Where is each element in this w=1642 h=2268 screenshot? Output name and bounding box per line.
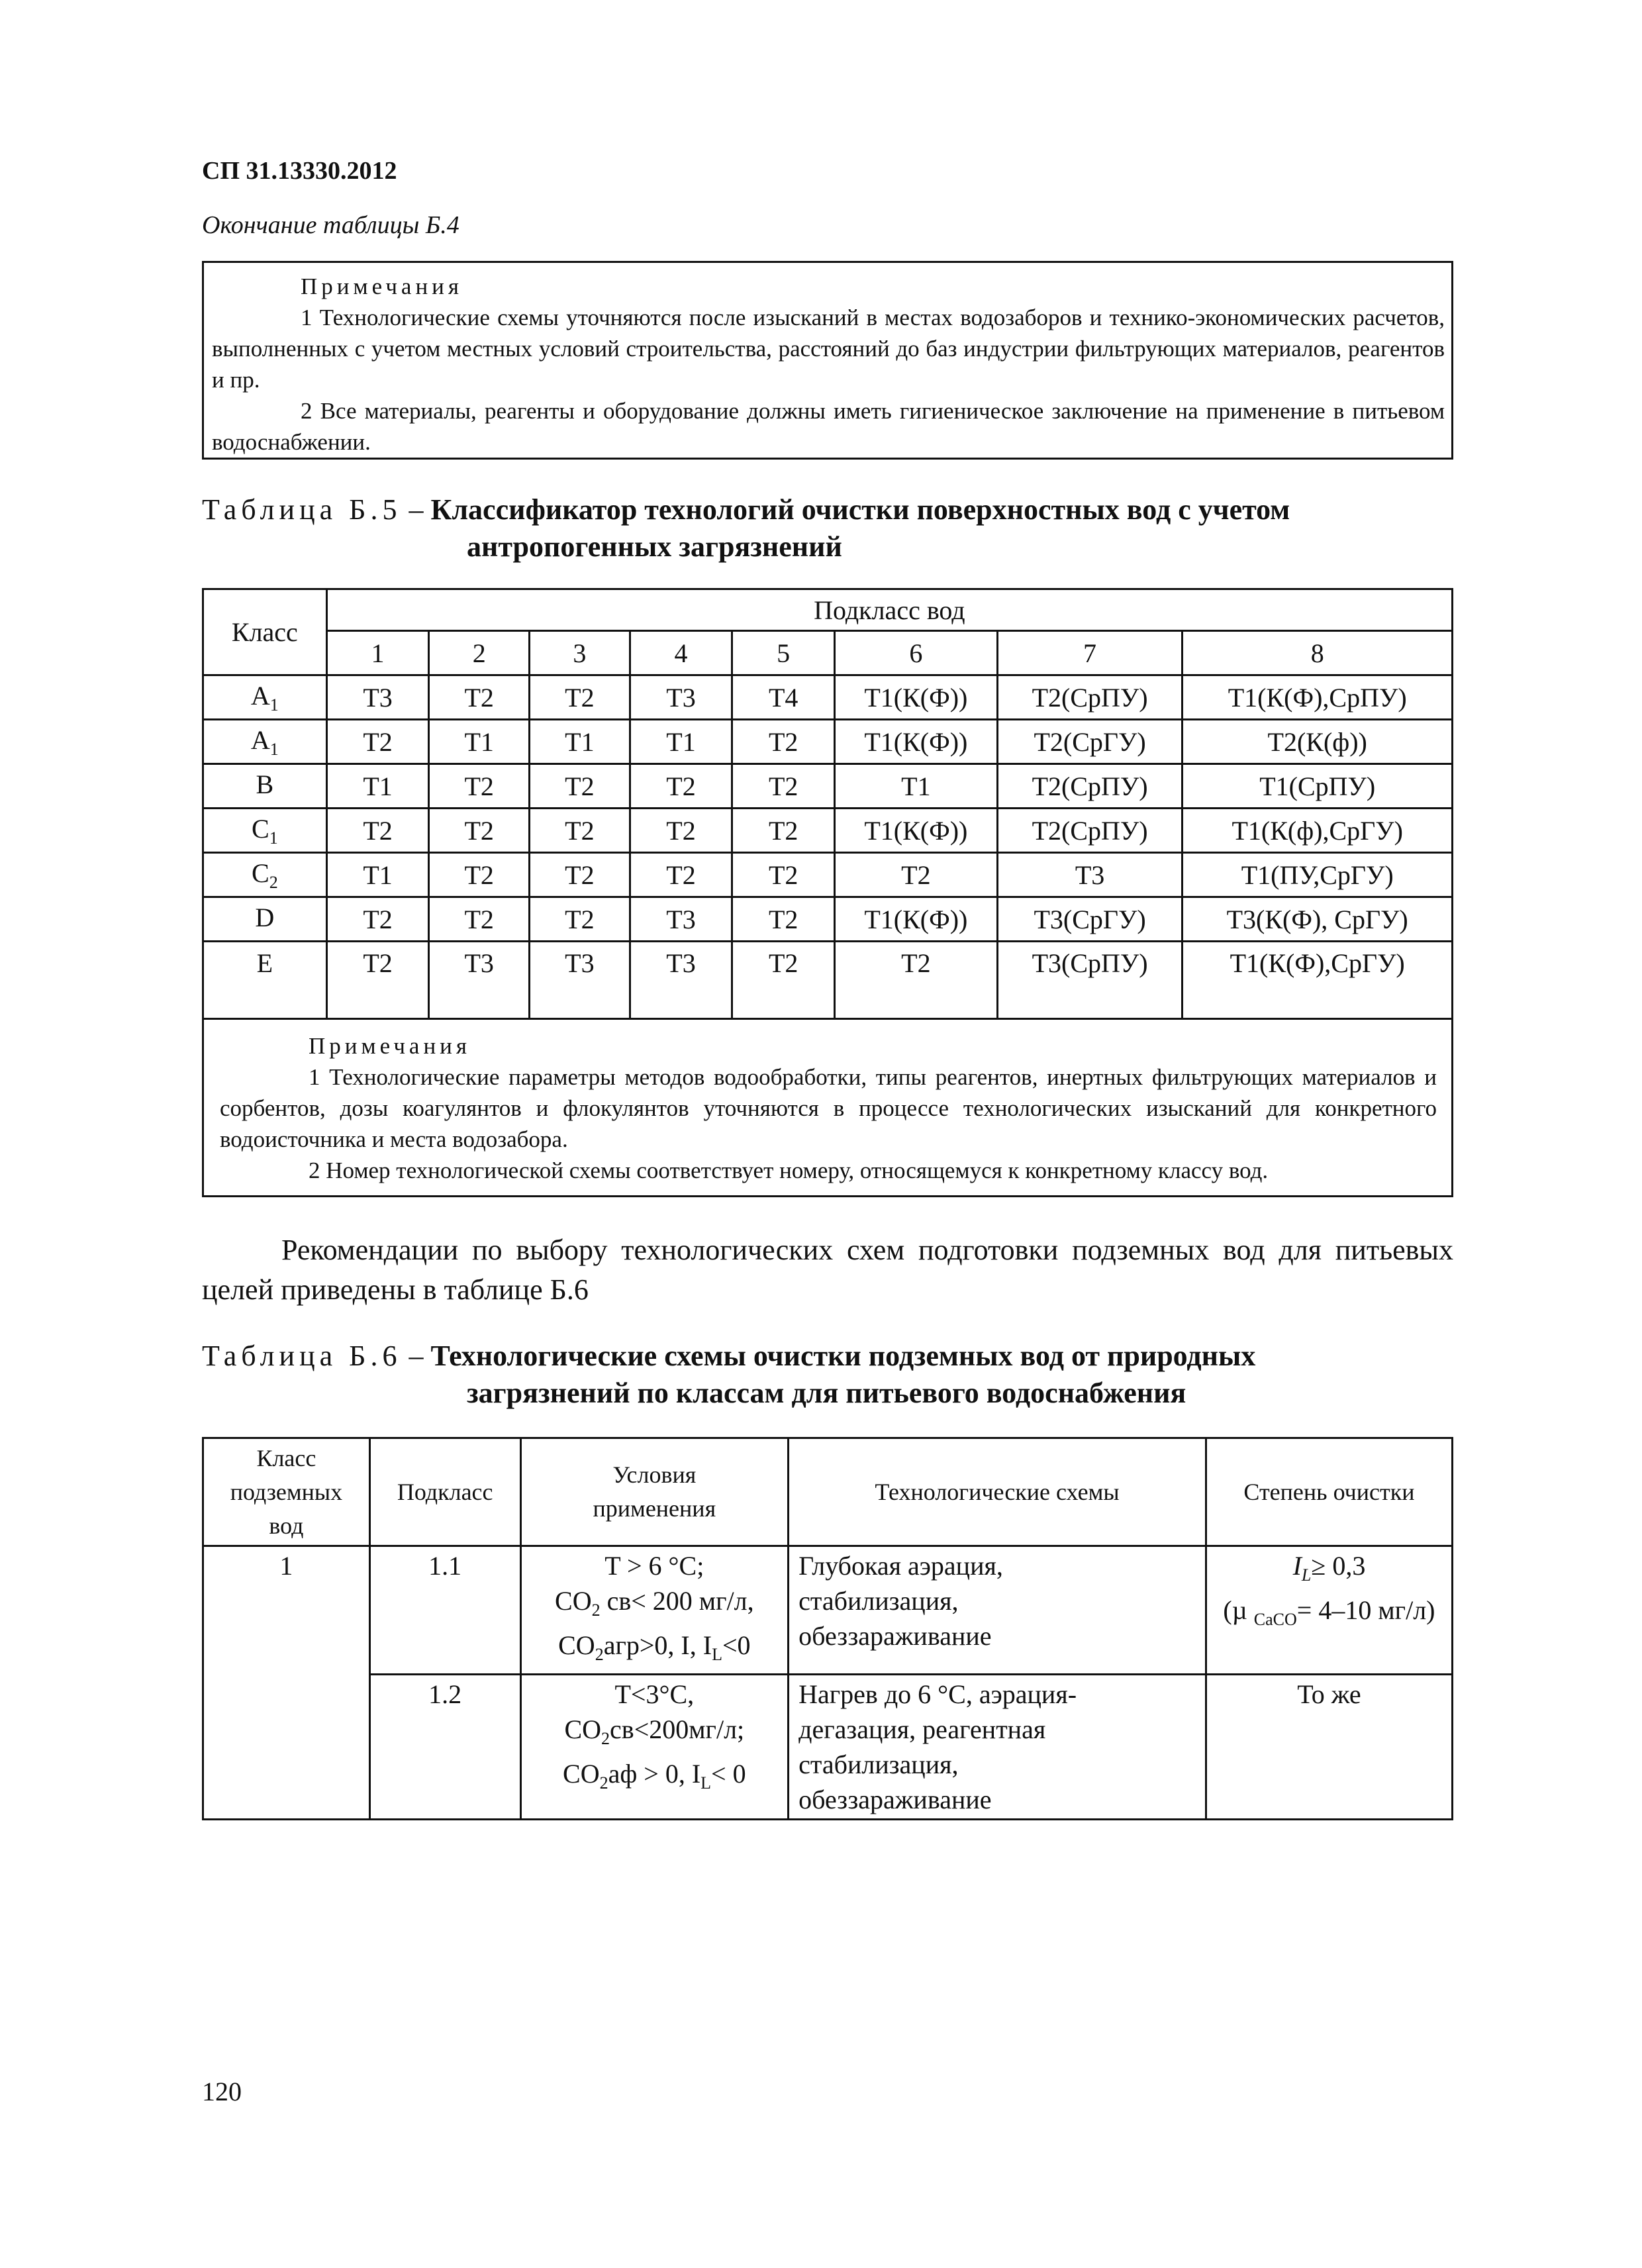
table-row xyxy=(203,942,1453,1019)
cell: Т2 xyxy=(630,764,732,809)
page-number: 120 xyxy=(202,2077,242,2106)
table-continuation-label: Окончание таблицы Б.4 xyxy=(202,211,459,239)
subclass-cell: 1.1 xyxy=(369,1546,520,1675)
cell: Т1 xyxy=(326,764,429,809)
cell: Т2 xyxy=(630,853,732,897)
scheme-line: Глубокая аэрация, xyxy=(798,1551,1003,1581)
cell: Т3(К(Ф), СрГУ) xyxy=(1183,897,1453,942)
subclass-number: 3 xyxy=(530,631,630,675)
header-conditions: Условия применения xyxy=(520,1438,789,1546)
condition-line: $CO_2$ св< 200 мг/л, xyxy=(555,1586,754,1620)
table-b5-note-2: 2 Номер технологической схемы соответствует номеру, относящемуся к конкретному классу вод. xyxy=(309,1158,1269,1183)
scheme-line: стабилизация, xyxy=(798,1750,959,1779)
cell: Т1(К(Ф),СрПУ) xyxy=(1183,675,1453,720)
cell: Т3 xyxy=(530,942,630,1019)
cell: Т2 xyxy=(732,897,835,942)
table-b5-title-line2: антропогенных загрязнений xyxy=(467,530,842,563)
schemes-cell xyxy=(789,1546,1206,1675)
conditions-cell xyxy=(520,1675,789,1820)
condition-line: $CO_2аф > 0$, $I_L< 0$ xyxy=(563,1759,746,1793)
table-row xyxy=(203,764,1453,809)
class-cell: 1 xyxy=(203,1546,370,1820)
scheme-line: обеззараживание xyxy=(798,1621,992,1651)
condition-line: T<3°C, xyxy=(614,1679,695,1709)
degree-line: $I_L\ge 0,3$ xyxy=(1292,1551,1366,1585)
table-b6 xyxy=(202,1437,1453,1820)
scheme-line: Нагрев до 6 °C, аэрация- xyxy=(798,1679,1077,1709)
table-row xyxy=(203,809,1453,853)
cell: Т1 xyxy=(630,720,732,764)
cell: Т4 xyxy=(732,675,835,720)
cell: Т2(СрПУ) xyxy=(997,675,1183,720)
cell: Т2 xyxy=(732,720,835,764)
condition-line: $CO_2св<200мг/л$; xyxy=(564,1714,745,1748)
cell: Т1(К(ф),СрГУ) xyxy=(1183,809,1453,853)
class-cell: D xyxy=(203,897,327,942)
header-class: Класс подземных вод xyxy=(203,1438,370,1546)
table-b6-header-row xyxy=(203,1438,1453,1546)
degree-cell xyxy=(1206,1675,1452,1820)
notes-b4-title: Примечания xyxy=(301,273,463,299)
cell: Т1(К(Ф),СрГУ) xyxy=(1183,942,1453,1019)
table-b5-dash: – xyxy=(401,493,431,526)
subclass-number: 8 xyxy=(1183,631,1453,675)
table-b6-dash: – xyxy=(401,1340,431,1372)
condition-line: $CO_2агр>0$, I, $I_L<0$ xyxy=(558,1630,751,1664)
table-b5-note-1: 1 Технологические параметры методов водообработки, типы реагентов, инертных фильтрующих материалов и сорбентов, дозы коагулянтов и флокулянтов уточняются в процессе технологических изысканий для конкретного водоисточника и места водозабора. xyxy=(220,1064,1437,1152)
cell: Т2 xyxy=(326,809,429,853)
cell: Т2(СрПУ) xyxy=(997,764,1183,809)
cell: Т2 xyxy=(326,720,429,764)
class-cell: $A_1$ xyxy=(203,675,327,720)
cell: Т2 xyxy=(732,764,835,809)
cell: Т2 xyxy=(429,675,530,720)
cell: Т2 xyxy=(530,897,630,942)
notes-b4-item-1: 1 Технологические схемы уточняются после изысканий в местах водозаборов и технико-экономических расчетов, выполненных с учетом местных условий строительства, расстояний до баз индустрии фильтрующих материалов, реагентов и пр. xyxy=(212,305,1445,393)
cell: Т3 xyxy=(997,853,1183,897)
table-b5-notes-title: Примечания xyxy=(309,1033,471,1059)
cell: Т2 xyxy=(429,764,530,809)
notes-b4-box xyxy=(202,261,1453,460)
table-b6-label: Таблица Б.6 xyxy=(202,1340,402,1372)
table-row xyxy=(203,1546,1453,1675)
document-code: СП 31.13330.2012 xyxy=(202,157,397,185)
class-cell: E xyxy=(203,942,327,1019)
table-row xyxy=(203,675,1453,720)
cell: Т1(К(Ф)) xyxy=(835,675,998,720)
cell: Т1(СрПУ) xyxy=(1183,764,1453,809)
subclass-number: 6 xyxy=(835,631,998,675)
cell: Т3(СрПУ) xyxy=(997,942,1183,1019)
cell: Т2 xyxy=(835,942,998,1019)
degree-cell xyxy=(1206,1546,1452,1675)
condition-line: T > 6 °C; xyxy=(604,1551,704,1581)
notes-b4-item-2: 2 Все материалы, реагенты и оборудование должны иметь гигиеническое заключение на применение в питьевом водоснабжении. xyxy=(212,398,1445,455)
cell: Т2 xyxy=(429,809,530,853)
conditions-cell xyxy=(520,1546,789,1675)
table-b5-subclass-header: Подкласс вод xyxy=(326,589,1452,631)
subclass-number: 4 xyxy=(630,631,732,675)
table-row xyxy=(203,897,1453,942)
cell: Т2(К(ф)) xyxy=(1183,720,1453,764)
cell: Т3 xyxy=(630,942,732,1019)
cell: Т2 xyxy=(530,675,630,720)
table-b5-class-header: Класс xyxy=(203,589,327,675)
body-paragraph: Рекомендации по выбору технологических схем подготовки подземных вод для питьевых целей приведены в таблице Б.6 xyxy=(202,1234,1453,1306)
scheme-line: дегазация, реагентная xyxy=(798,1714,1046,1744)
table-b5-notes xyxy=(203,1019,1453,1197)
cell: Т2 xyxy=(326,897,429,942)
cell: Т1 xyxy=(835,764,998,809)
table-b5-subclass-numbers xyxy=(203,631,1453,675)
table-b5-caption xyxy=(202,491,1453,566)
scheme-line: стабилизация, xyxy=(798,1586,959,1616)
cell: Т1 xyxy=(530,720,630,764)
table-b5-label: Таблица Б.5 xyxy=(202,493,402,526)
cell: Т2 xyxy=(835,853,998,897)
schemes-cell xyxy=(789,1675,1206,1820)
subclass-number: 5 xyxy=(732,631,835,675)
table-row xyxy=(203,853,1453,897)
cell: Т1(ПУ,СрГУ) xyxy=(1183,853,1453,897)
cell: Т2 xyxy=(429,897,530,942)
class-cell: B xyxy=(203,764,327,809)
cell: Т2 xyxy=(530,809,630,853)
cell: Т2 xyxy=(630,809,732,853)
cell: Т2 xyxy=(429,853,530,897)
cell: Т2 xyxy=(530,853,630,897)
degree-line: (µ $_{CaCO}$= 4–10 мг/л) xyxy=(1223,1595,1435,1629)
cell: Т1 xyxy=(429,720,530,764)
header-degree: Степень очистки xyxy=(1206,1438,1452,1546)
class-cell: $C_2$ xyxy=(203,853,327,897)
degree-line: То же xyxy=(1297,1679,1361,1709)
cell: Т2(СрПУ) xyxy=(997,809,1183,853)
table-row xyxy=(203,720,1453,764)
cell: Т2 xyxy=(530,764,630,809)
class-cell: $A_1$ xyxy=(203,720,327,764)
subclass-number: 7 xyxy=(997,631,1183,675)
cell: Т3(СрГУ) xyxy=(997,897,1183,942)
class-cell: $C_1$ xyxy=(203,809,327,853)
table-b6-caption xyxy=(202,1338,1453,1412)
cell: Т2 xyxy=(326,942,429,1019)
table-b6-title-line1: Технологические схемы очистки подземных вод от природных xyxy=(430,1340,1256,1372)
subclass-number: 1 xyxy=(326,631,429,675)
cell: Т1(К(Ф)) xyxy=(835,897,998,942)
cell: Т2 xyxy=(732,809,835,853)
header-schemes: Технологические схемы xyxy=(789,1438,1206,1546)
table-b6-title-line2: загрязнений по классам для питьевого водоснабжения xyxy=(467,1377,1186,1409)
table-row xyxy=(203,1675,1453,1820)
table-b5-title-line1: Классификатор технологий очистки поверхностных вод с учетом xyxy=(430,493,1290,526)
cell: Т1 xyxy=(326,853,429,897)
cell: Т2 xyxy=(732,942,835,1019)
cell: Т3 xyxy=(429,942,530,1019)
header-subclass: Подкласс xyxy=(369,1438,520,1546)
cell: Т3 xyxy=(630,897,732,942)
cell: Т3 xyxy=(326,675,429,720)
cell: Т1(К(Ф)) xyxy=(835,809,998,853)
cell: Т1(К(Ф)) xyxy=(835,720,998,764)
subclass-cell: 1.2 xyxy=(369,1675,520,1820)
scheme-line: обеззараживание xyxy=(798,1785,992,1814)
cell: Т3 xyxy=(630,675,732,720)
subclass-number: 2 xyxy=(429,631,530,675)
cell: Т2 xyxy=(732,853,835,897)
cell: Т2(СрГУ) xyxy=(997,720,1183,764)
table-b5 xyxy=(202,588,1453,1197)
